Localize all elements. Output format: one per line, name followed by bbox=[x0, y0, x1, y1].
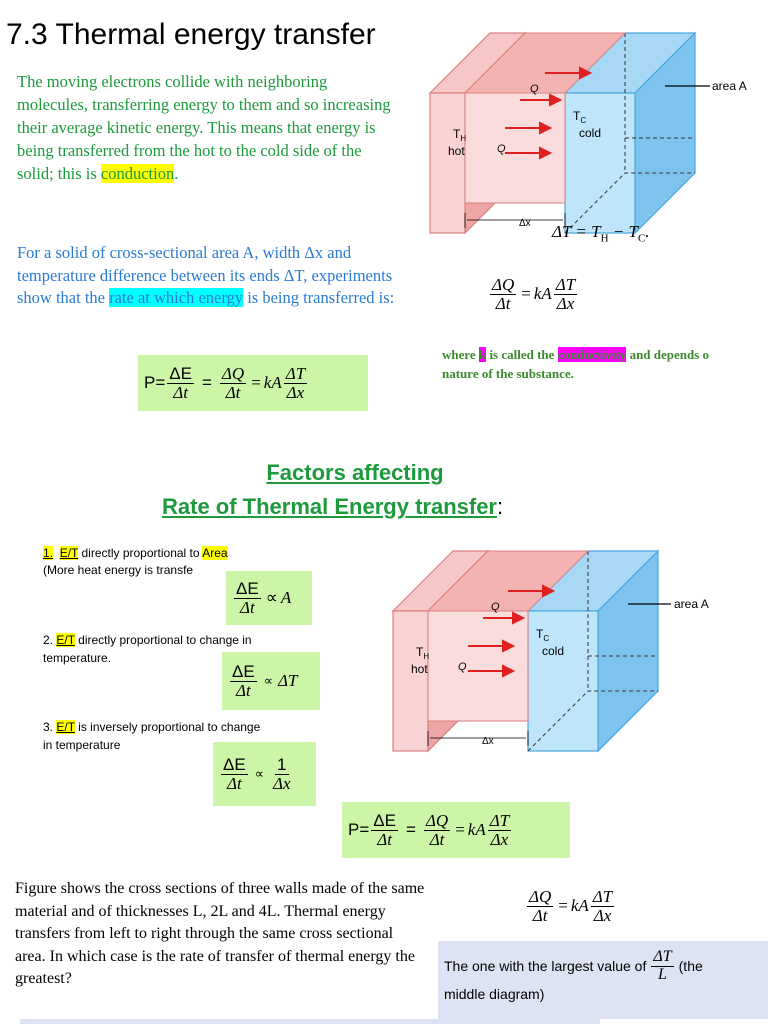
factor-item-1: 1. E/T directly proportional to Area (More heat energy is transfe bbox=[43, 546, 228, 577]
hot-label-2: hot bbox=[411, 662, 428, 676]
page-title: 7.3 Thermal energy transfer bbox=[6, 18, 376, 51]
answer-box: The one with the largest value of $\frac{\Delta T}{L}$ (the middle diagram) bbox=[438, 941, 768, 1019]
tc-symbol-2: $T_C$ bbox=[536, 627, 550, 643]
power-equation-box-bottom: P= $\frac{\Delta E}{\Delta t}$ = $\frac{\Delta Q}{\Delta t}$ = kA $\frac{\Delta T}{\Delta x}$ bbox=[342, 802, 570, 858]
delta-t-equation: $\Delta T = T_H - T_C$. bbox=[552, 222, 650, 245]
q-label-1: Q bbox=[530, 83, 539, 95]
factor-item-2: 2. E/T directly proportional to change in temperature. bbox=[43, 633, 252, 665]
factors-heading: Factors affecting bbox=[266, 460, 444, 485]
q-label-4: Q bbox=[458, 661, 467, 673]
prop-area-box: $\frac{\Delta E}{\Delta t}$ ∝ A bbox=[226, 571, 312, 625]
rate-equation-top: $\frac{\Delta Q}{\Delta t}$ = kA $\frac{\Delta T}{\Delta x}$ bbox=[492, 275, 576, 313]
dx-label-bottom: Δx bbox=[482, 736, 494, 747]
prop-temp-box: $\frac{\Delta E}{\Delta t}$ ∝ ΔT bbox=[222, 652, 320, 710]
q-label-2: Q bbox=[497, 143, 506, 155]
area-label-bottom: area A bbox=[674, 597, 709, 611]
factor-item-3: 3. E/T is inversely proportional to change in temperature bbox=[43, 720, 261, 752]
intro-text: The moving electrons collide with neighboring molecules, transferring energy to them and so increasing their average kinetic energy. This means that energy is being transferred from the hot to the cold side of the solid; this is bbox=[17, 72, 391, 183]
q-label-3: Q bbox=[491, 601, 500, 613]
solid-end: is being transferred is: bbox=[247, 288, 395, 307]
cold-label: cold bbox=[579, 126, 602, 140]
question-text: Figure shows the cross sections of three walls made of the same material and of thicknesses L, 2L and 4L. Thermal energy transfers from left to right through the same cross sectional area. In which case is the rate of transfer of thermal energy the greatest? bbox=[15, 880, 425, 987]
th-symbol: $T_H$ bbox=[453, 127, 467, 143]
th-symbol-2: $T_H$ bbox=[416, 645, 430, 661]
factors-subheading: Rate of Thermal Energy transfer: bbox=[162, 494, 504, 519]
intro-end: . bbox=[174, 164, 179, 183]
area-label-top: area A bbox=[712, 79, 747, 93]
answer-line-2: middle diagram) bbox=[444, 985, 545, 1002]
conduction-highlight: conduction bbox=[100, 164, 175, 183]
prop-inverse-box: $\frac{\Delta E}{\Delta t}$ ∝ $\frac{1}{\Delta x}$ bbox=[213, 742, 316, 806]
dx-label-top: Δx bbox=[519, 218, 531, 229]
rate-highlight: rate at which energy bbox=[109, 288, 244, 307]
conductivity-note: where k is called the conductivity and depends o nature of the substance. bbox=[442, 347, 710, 381]
solid-text: For a solid of cross-sectional area A, width Δx and temperature difference between its ends ΔT, experiments show that the bbox=[17, 243, 393, 307]
hot-label: hot bbox=[448, 144, 465, 158]
answer-text: The one with the largest value of bbox=[444, 958, 647, 975]
power-equation-box-top: P= $\frac{\Delta E}{\Delta t}$ = $\frac{\Delta Q}{\Delta t}$ = kA $\frac{\Delta T}{\Delta x}$ bbox=[138, 355, 368, 411]
conduction-diagram-bottom bbox=[388, 546, 728, 756]
tc-symbol: $T_C$ bbox=[573, 109, 587, 125]
rate-equation-bottom: $\frac{\Delta Q}{\Delta t}$ = kA $\frac{\Delta T}{\Delta x}$ bbox=[529, 887, 613, 925]
solid-paragraph bbox=[17, 242, 397, 310]
cold-label-2: cold bbox=[542, 644, 565, 658]
intro-paragraph bbox=[17, 70, 392, 185]
bottom-strip bbox=[20, 1019, 600, 1024]
conduction-diagram-top bbox=[425, 28, 765, 238]
